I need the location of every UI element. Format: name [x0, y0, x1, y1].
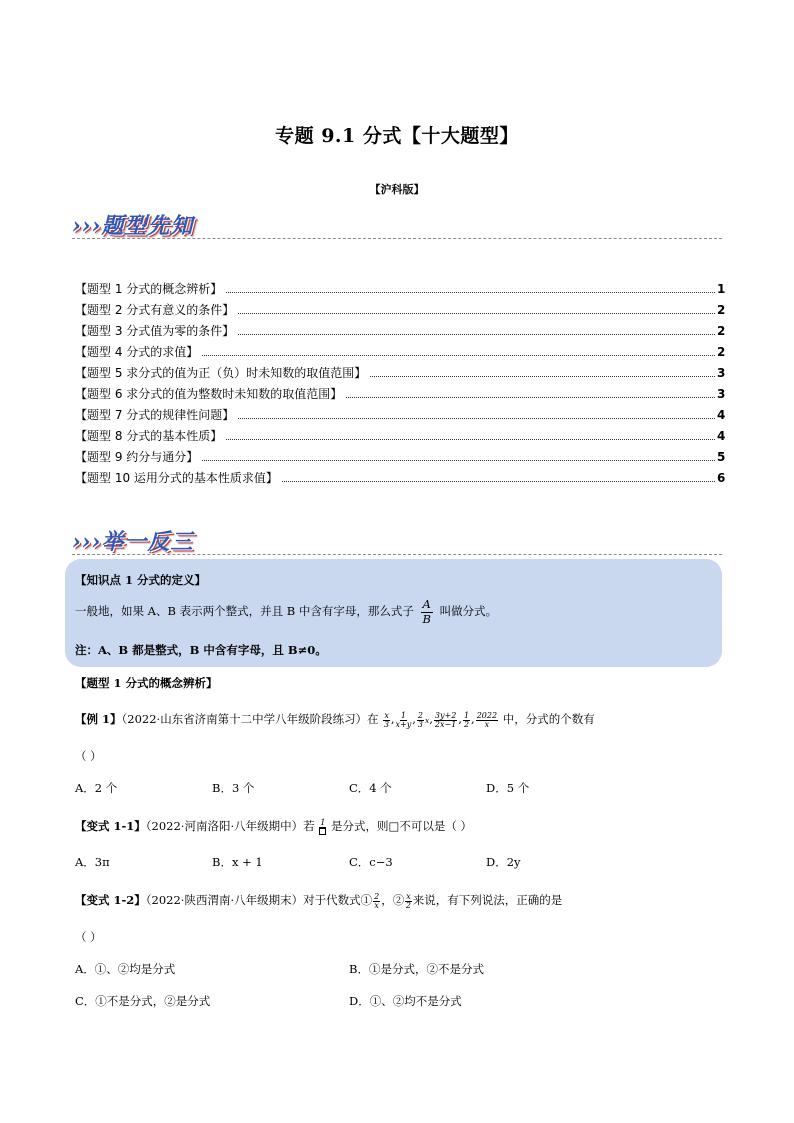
banner-divider — [72, 238, 722, 239]
option-a[interactable]: A．3π — [75, 855, 110, 869]
variant-1-1-question — [75, 818, 472, 836]
variant-lead: 【变式 1-2】 — [75, 893, 146, 907]
toc-page-number: 2 — [717, 324, 726, 338]
toc-item-label: 【题型 8 分式的基本性质】 — [75, 429, 223, 443]
option-a[interactable]: A．2 个 — [75, 781, 118, 795]
toc-item-label: 【题型 3 分式值为零的条件】 — [75, 324, 235, 338]
toc-leader-dots — [202, 460, 715, 461]
toc-leader-dots — [226, 439, 715, 440]
example-text-end: 中，分式的个数有 — [502, 712, 595, 726]
expr-fraction: $\frac{x}{2}$ — [405, 891, 411, 910]
toc-item-label: 【题型 4 分式的求值】 — [75, 345, 199, 359]
toc-leader-dots — [346, 397, 715, 398]
variant-lead: 【变式 1-1】 — [75, 819, 146, 833]
toc-page-number: 3 — [717, 387, 726, 401]
expr-fraction: $\frac{1}{2}$ — [463, 710, 470, 729]
expr-fraction-box: 1 — [319, 819, 326, 836]
section-banner-preview — [72, 209, 193, 239]
toc-page-number: 4 — [717, 429, 726, 443]
toc-page-number: 1 — [717, 282, 726, 296]
variant-text-start: （2022·河南洛阳·八年级期中）若 — [145, 819, 315, 833]
toc-item[interactable] — [75, 406, 725, 427]
toc-leader-dots — [238, 334, 715, 335]
option-c[interactable]: C．4 个 — [349, 781, 392, 795]
answer-paren: （ ） — [75, 749, 102, 763]
toc-page-number: 3 — [717, 366, 726, 380]
variant-1-2-question — [75, 892, 562, 910]
variant-text-mid: ，② — [381, 893, 405, 907]
definition-text-end: 叫做分式。 — [439, 604, 498, 618]
knowledge-note: 注：A、B 都是整式，B 中含有字母，且 B≠0。 — [75, 643, 327, 657]
fraction-a-over-b — [420, 599, 432, 625]
page-title: 专题 9.1 分式【十大题型】 — [275, 125, 519, 147]
toc-item[interactable] — [75, 322, 725, 343]
section-banner-practice — [72, 525, 193, 555]
definition-text-start: 一般地，如果 A、B 表示两个整式，并且 B 中含有字母，那么式子 — [75, 604, 414, 618]
toc-leader-dots — [370, 376, 715, 377]
toc-item-label: 【题型 6 求分式的值为整数时未知数的取值范围】 — [75, 387, 343, 401]
section-heading: 【题型 1 分式的概念辨析】 — [75, 676, 218, 690]
toc-leader-dots — [282, 481, 715, 482]
knowledge-definition — [75, 599, 497, 625]
option-c[interactable]: C．c−3 — [349, 855, 393, 869]
toc-leader-dots — [226, 292, 715, 293]
option-d[interactable]: D．①、②均不是分式 — [349, 994, 462, 1008]
answer-paren: （ ） — [75, 930, 102, 944]
toc-item-label: 【题型 5 求分式的值为正（负）时未知数的取值范围】 — [75, 366, 367, 380]
example-lead: 【例 1】 — [75, 712, 122, 726]
option-c[interactable]: C．①不是分式，②是分式 — [75, 994, 211, 1008]
toc-leader-dots — [238, 418, 715, 419]
toc-item[interactable] — [75, 343, 725, 364]
edition-label: 【沪科版】 — [369, 183, 425, 196]
option-b[interactable]: B．①是分式，②不是分式 — [349, 962, 484, 976]
expr-fraction: $\frac{2}{x}$ — [374, 891, 380, 910]
banner-divider — [72, 554, 722, 555]
option-b[interactable]: B．x + 1 — [212, 855, 263, 869]
toc-item[interactable] — [75, 280, 725, 301]
expr-fraction: $\frac{2}{3}$ — [417, 710, 423, 729]
fraction-numerator: A — [422, 597, 431, 611]
toc-item[interactable] — [75, 469, 725, 490]
knowledge-title: 【知识点 1 分式的定义】 — [75, 573, 207, 587]
fraction-denominator: B — [422, 611, 431, 626]
variant-text-start: （2022·陕西渭南·八年级期末）对于代数式① — [145, 893, 373, 907]
option-b[interactable]: B．3 个 — [212, 781, 255, 795]
toc-item-label: 【题型 7 分式的规律性问题】 — [75, 408, 235, 422]
expr-fraction: $\frac{x}{3}$ — [384, 710, 390, 729]
example-1-question — [75, 711, 595, 729]
toc-leader-dots — [202, 355, 715, 356]
knowledge-box — [65, 559, 722, 667]
option-d[interactable]: D．2y — [486, 855, 521, 869]
variant-text-end: 来说，有下列说法，正确的是 — [412, 893, 563, 907]
toc-item[interactable] — [75, 448, 725, 469]
banner-text: ›››举一反三 — [72, 528, 194, 555]
table-of-contents — [75, 280, 725, 490]
expr-fraction: $\frac{2022}{x}$ — [476, 710, 498, 729]
variant-text-end: 是分式，则□不可以是（ ） — [331, 819, 473, 833]
option-a[interactable]: A．①、②均是分式 — [75, 962, 176, 976]
toc-page-number: 4 — [717, 408, 726, 422]
example-text-start: （2022·山东省济南第十二中学八年级阶段练习）在 — [121, 712, 379, 726]
toc-page-number: 5 — [717, 450, 726, 464]
expr-fraction: $\frac{3y+2}{2x-1}$ — [434, 710, 457, 729]
banner-text: ›››题型先知 — [72, 212, 194, 239]
toc-item-label: 【题型 1 分式的概念辨析】 — [75, 282, 223, 296]
toc-item[interactable] — [75, 364, 725, 385]
toc-page-number: 6 — [717, 471, 726, 485]
toc-item[interactable] — [75, 427, 725, 448]
expr-fraction: $\frac{1}{x+y}$ — [395, 710, 412, 729]
toc-leader-dots — [238, 313, 715, 314]
expression-list: $\frac{x}{3}$ , $\frac{1}{x+y}$ , $\frac{2}{3}$ x, $\frac{3y+2}{2x-1}$ , $\frac{1}{2}$ , $\frac{2022}{x}$ — [384, 710, 498, 729]
toc-item[interactable] — [75, 385, 725, 406]
toc-item-label: 【题型 2 分式有意义的条件】 — [75, 303, 235, 317]
toc-page-number: 2 — [717, 303, 726, 317]
toc-item-label: 【题型 9 约分与通分】 — [75, 450, 199, 464]
empty-box-icon — [319, 828, 326, 835]
toc-item-label: 【题型 10 运用分式的基本性质求值】 — [75, 471, 278, 485]
option-d[interactable]: D．5 个 — [486, 781, 530, 795]
toc-item[interactable] — [75, 301, 725, 322]
toc-page-number: 2 — [717, 345, 726, 359]
